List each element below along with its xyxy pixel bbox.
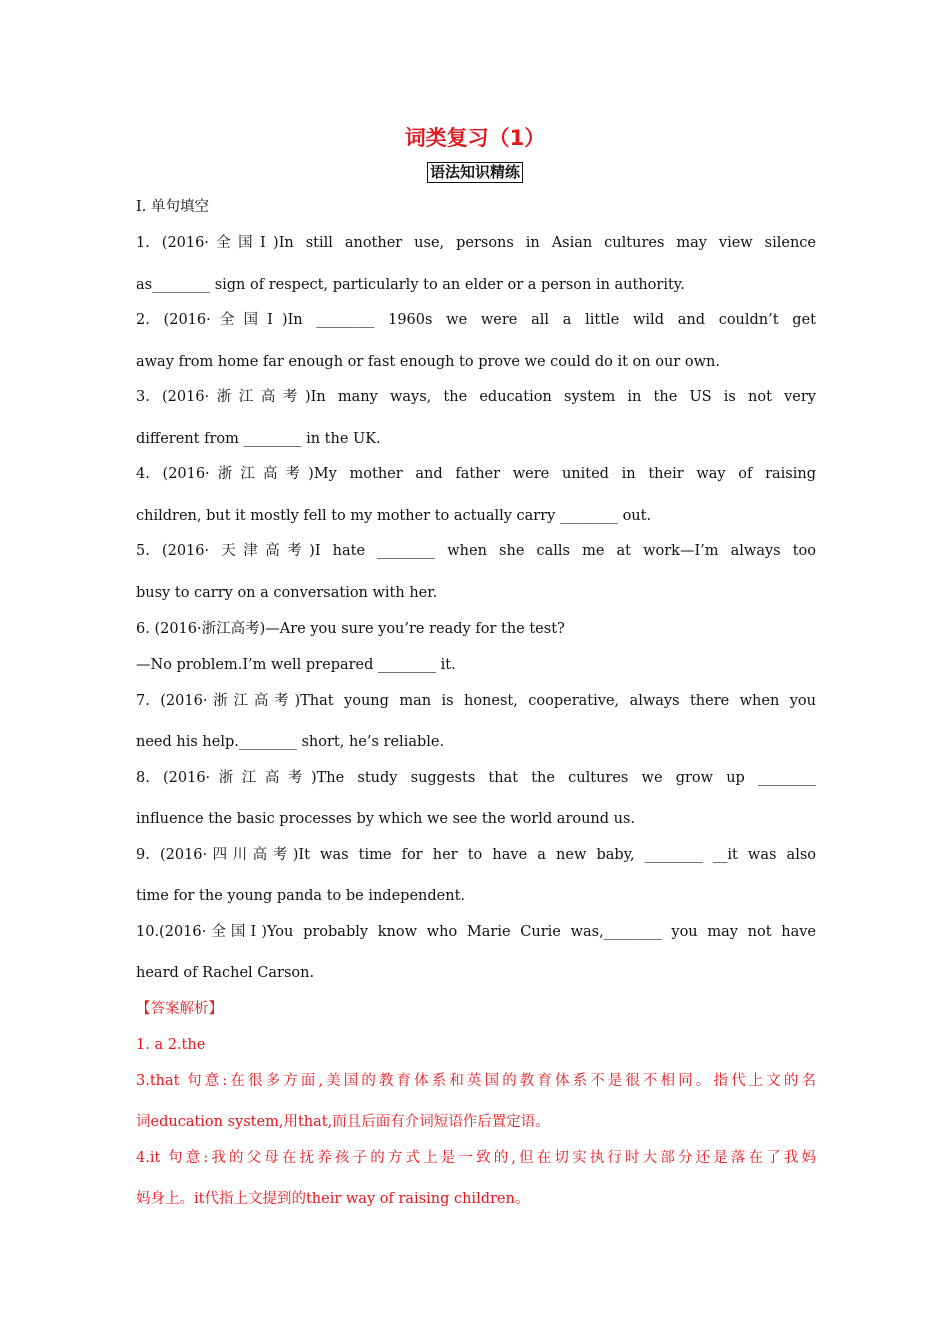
answer-1-2: 1. a 2.the xyxy=(136,1037,206,1053)
answer-4-line-2: 妈身上。it代指上文提到的their way of raising children。 xyxy=(136,1191,530,1207)
question-3-line-2: different from ________ in the UK. xyxy=(136,431,381,447)
question-7-line-2: need his help.________ short, he’s reliable. xyxy=(136,734,445,750)
question-9-line-1: 9. (2016·四川高考)It was time for her to have a new baby, ________ __it was also xyxy=(136,847,816,863)
subtitle-boxed-label: 语法知识精练 xyxy=(427,162,523,183)
question-3-line-1: 3. (2016·浙江高考)In many ways, the education system in the US is not very xyxy=(136,389,816,405)
question-4-line-1: 4. (2016·浙江高考)My mother and father were united in their way of raising xyxy=(136,466,816,482)
question-5-line-2: busy to carry on a conversation with her. xyxy=(136,585,438,601)
question-8-line-2: influence the basic processes by which we see the world around us. xyxy=(136,811,636,827)
page-title: 词类复习（1） xyxy=(404,126,546,150)
question-10-line-2: heard of Rachel Carson. xyxy=(136,965,315,981)
section-heading: I. 单句填空 xyxy=(136,199,209,215)
question-2-line-2: away from home far enough or fast enough to prove we could do it on our own. xyxy=(136,354,720,370)
answer-3-line-2: 词education system,用that,而且后面有介词短语作后置定语。 xyxy=(136,1114,550,1130)
question-6-line-2: —No problem.I’m well prepared ________ it. xyxy=(136,657,456,673)
question-1-line-2: as________ sign of respect, particularly to an elder or a person in authority. xyxy=(136,277,685,293)
question-6-line-1: 6. (2016·浙江高考)—Are you sure you’re ready for the test? xyxy=(136,621,565,637)
answers-heading: 【答案解析】 xyxy=(136,1001,223,1017)
question-8-line-1: 8. (2016·浙江高考)The study suggests that the cultures we grow up ________ xyxy=(136,770,816,786)
answer-4-line-1: 4.it 句意:我的父母在抚养孩子的方式上是一致的,但在切实执行时大部分还是落在了我妈 xyxy=(136,1150,816,1166)
answer-3-line-1: 3.that 句意:在很多方面,美国的教育体系和英国的教育体系不是很不相同。指代上文的名 xyxy=(136,1073,816,1089)
question-4-line-2: children, but it mostly fell to my mother to actually carry ________ out. xyxy=(136,508,652,524)
page-subtitle xyxy=(0,162,950,183)
question-1-line-1: 1. (2016·全国Ⅰ)In still another use, persons in Asian cultures may view silence xyxy=(136,235,816,251)
question-2-line-1: 2. (2016·全国Ⅰ)In ________ 1960s we were all a little wild and couldn’t get xyxy=(136,312,816,328)
question-9-line-2: time for the young panda to be independent. xyxy=(136,888,466,904)
question-10-line-1: 10.(2016·全国Ⅰ)You probably know who Marie Curie was,________ you may not have xyxy=(136,924,816,940)
question-7-line-1: 7. (2016·浙江高考)That young man is honest, cooperative, always there when you xyxy=(136,693,816,709)
question-5-line-1: 5. (2016· 天津高考)I hate ________ when she calls me at work—I’m always too xyxy=(136,543,816,559)
